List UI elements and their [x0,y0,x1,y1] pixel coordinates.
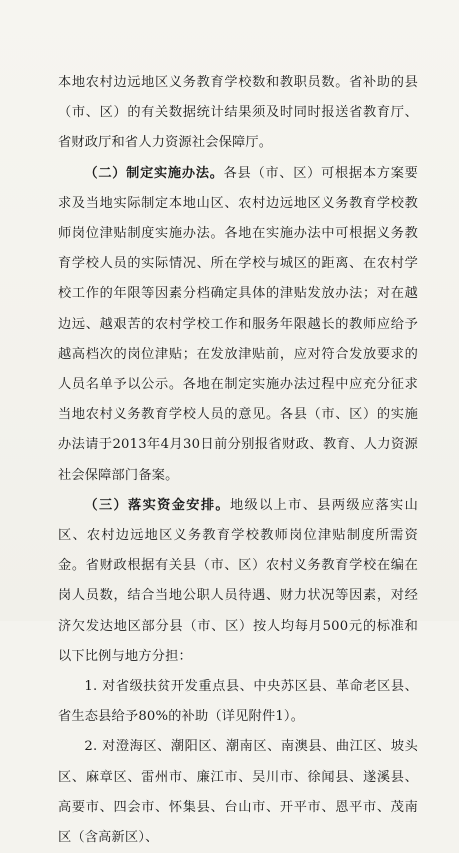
section-2-body: 各县（市、区）可根据本方案要求及当地实际制定本地山区、农村边远地区义务教育学校教师岗位津贴制度实施办法。各地在实施办法中可根据义务教育学校人员的实际情况、所在学校与城区的距离、在农村学校工作的年限等因素分档确定具体的津贴发放办法；对在越边远、越艰苦的农村学校工作和服务年限越长的教师应给予越高档次的岗位津贴；在发放津贴前，应对符合发放要求的人员名单予以公示。各地在制定实施办法过程中应充分征求当地农村义务教育学校人员的意见。各县（市、区）的实施办法请于2013年4月30日前分别报省财政、教育、人力资源社会保障部门备案。 [58,165,418,483]
section-3 [58,491,418,672]
list-item-2: 2. 对澄海区、潮阳区、潮南区、南澳县、曲江区、坡头区、麻章区、雷州市、廉江市、吴川市、徐闻县、遂溪县、高要市、四会市、怀集县、台山市、开平市、恩平市、茂南区（含高新区）、 [58,739,418,846]
paragraph-1: 本地农村边远地区义务教育学校数和教职员数。省补助的县（市、区）的有关数据统计结果须及时同时报送省教育厅、省财政厅和省人力资源社会保障厅。 [58,75,418,151]
section-3-heading: （三）落实资金安排。 [84,497,230,513]
list-item-1: 1. 对省级扶贫开发重点县、中央苏区县、革命老区县、省生态县给予80%的补助（详见附件1）。 [58,679,418,725]
section-3-body: 地级以上市、县两级应落实山区、农村边远地区义务教育学校教师岗位津贴制度所需资金。省财政根据有关县（市、区）农村义务教育学校在编在岗人员数，结合当地公职人员待遇、财力状况等因素，对经济欠发达地区部分县（市、区）按人均每月500元的标准和以下比例与地方分担： [58,497,419,664]
document-text [58,68,418,853]
section-2-heading: （二）制定实施办法。 [84,165,224,181]
section-2 [58,159,418,491]
